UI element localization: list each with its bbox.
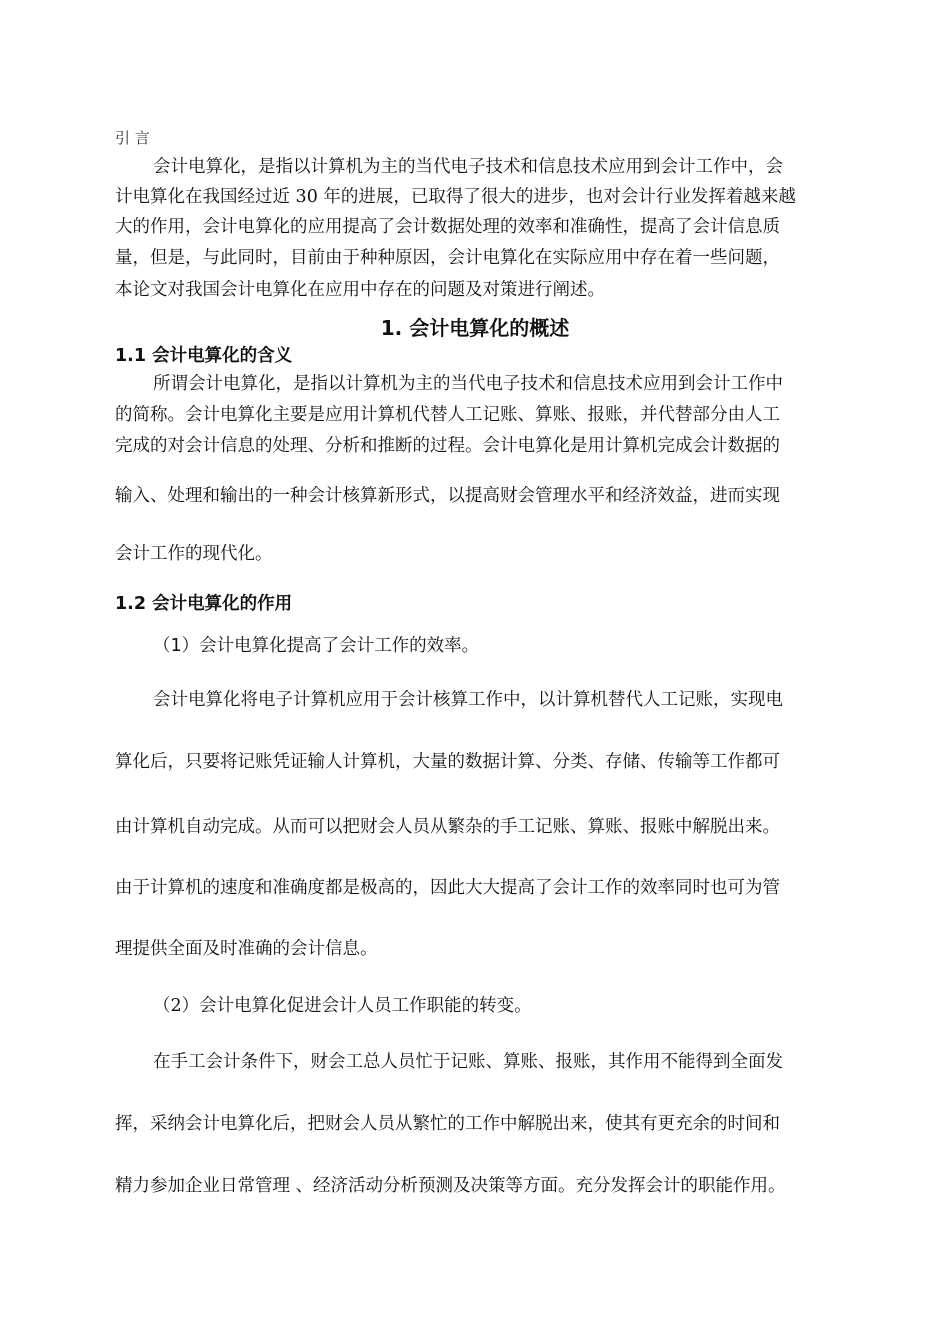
s1-line-2: 的简称。会计电算化主要是应用计算机代替人工记账、算账、报账，并代替部分由人工: [115, 405, 780, 425]
s2-p2-line-1: 在手工会计条件下，财会工总人员忙于记账、算账、报账，其作用不能得到全面发: [153, 1052, 783, 1072]
intro-line-2: 计电算化在我国经过近 30 年的进展，已取得了很大的进步，也对会计行业发挥着越来越: [115, 187, 796, 207]
section-1-2-heading: 1.2 会计电算化的作用: [115, 594, 293, 614]
intro-line-1: 会计电算化，是指以计算机为主的当代电子技术和信息技术应用到会计工作中，会: [153, 157, 783, 177]
intro-line-4: 量，但是，与此同时，目前由于种种原因，会计电算化在实际应用中存在着一些问题，: [115, 248, 780, 268]
s2-p1-line-1: [153, 688, 783, 712]
intro-line-3: 大的作用，会计电算化的应用提高了会计数据处理的效率和准确性，提高了会计信息质: [115, 217, 780, 237]
s2-p1-line-4: 由于计算机的速度和准确度都是极高的，因此大大提高了会计工作的效率同时也可为管: [115, 878, 780, 898]
s2-item-2: [153, 994, 532, 1018]
s2-p2-line-2: 挥，采纳会计电算化后，把财会人员从繁忙的工作中解脱出来，使其有更充余的时间和: [115, 1114, 780, 1134]
s2-item-2-part-b: 会计人员工作职能: [321, 996, 462, 1016]
s1-line-5: 会计工作的现代化。: [115, 544, 273, 564]
s1-line-4-part-a: 输入、处理和输出的一种会计核算新形式，: [115, 486, 448, 506]
s2-p1-line-1-part-b: 实现电: [730, 690, 783, 710]
s1-line-4-part-b: 以提高财会管理水平和经济效益，进而实现: [447, 486, 780, 506]
s1-line-3: 完成的对会计信息的处理、分析和推断的过程。会计电算化是用计算机完成会计数据的: [115, 436, 780, 456]
s1-line-1: 所谓会计电算化，是指以计算机为主的当代电子技术和信息技术应用到会计工作中: [153, 374, 783, 394]
s2-p1-line-3: 由计算机自动完成。从而可以把财会人员从繁杂的手工记账、算账、报账中解脱出来。: [115, 817, 780, 837]
s2-p1-line-5: 理提供全面及时准确的会计信息。: [115, 939, 378, 959]
s2-item-2-part-c: 的转变。: [461, 996, 532, 1016]
s1-line-4: [115, 484, 780, 508]
s2-item-2-part-a: （2）会计电算化促进: [153, 996, 322, 1016]
s2-p2-line-3: 精力参加企业日常管理 、经济活动分析预测及决策等方面。充分发挥会计的职能作用。: [115, 1176, 786, 1196]
intro-heading: 引 言: [115, 129, 150, 147]
intro-line-5: 本论文对我国会计电算化在应用中存在的问题及对策进行阐述。: [115, 280, 605, 300]
s2-p1-line-2: 算化后，只要将记账凭证输人计算机，大量的数据计算、分类、存储、传输等工作都可: [115, 752, 780, 772]
s2-p1-line-1-part-a: 会计电算化将电子计算机应用于会计核算工作中，以计算机替代人工记账，: [153, 690, 731, 710]
section-1-1-heading: 1.1 会计电算化的含义: [115, 346, 293, 366]
s2-item-1: （1）会计电算化提高了会计工作的效率。: [153, 636, 480, 656]
chapter-title: 1. 会计电算化的概述: [380, 316, 570, 340]
